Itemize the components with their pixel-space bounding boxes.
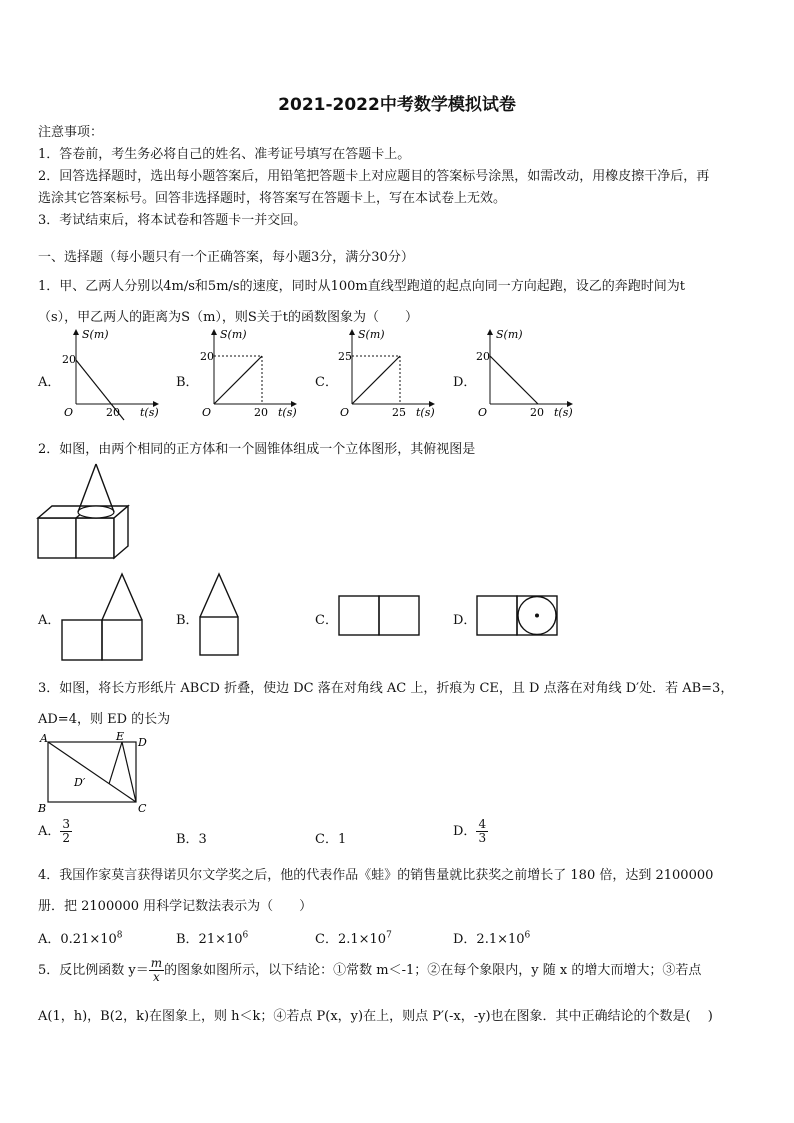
q3-label-e: E [116,730,125,743]
q1-a-x-tick: 20 [106,406,120,419]
q1-d-origin: O [478,406,488,419]
q4-option-c [315,928,392,947]
q3-option-a-numerator: 3 [62,817,71,831]
q4-option-b [176,928,248,947]
q1-c-x-tick: 25 [392,406,406,419]
q5-line-1 [38,957,701,984]
q1-b-y-tick: 20 [200,350,214,363]
q1-d-ylabel: S(m) [496,328,523,341]
q1-b-ylabel: S(m) [220,328,247,341]
q1-a-y-tick: 20 [62,353,76,366]
q2-solid-figure [36,462,132,562]
q3-label-c: C [138,802,147,815]
q3-option-a-fraction [60,818,72,845]
q4-option-d-base: D．2.1×10 [453,932,525,947]
q1-graph-b [196,326,304,422]
q4-option-c-base: C．2.1×10 [315,932,387,947]
notice-heading: 注意事项： [38,125,104,140]
q5-prefix: 5．反比例函数 y＝ [38,963,149,978]
page-title: 2021-2022中考数学模拟试卷 [278,95,516,115]
q1-c-origin: O [340,406,350,419]
q4-option-c-exponent: 7 [386,930,392,941]
q2-option-a-figure [60,572,144,662]
q5-denominator: x [153,970,160,984]
q3-option-c: C．1 [315,832,347,847]
q1-a-origin: O [64,406,74,419]
q1-graph-d [472,326,580,422]
q2-option-b-label: B． [176,613,199,628]
q3-line-1: 3．如图，将长方形纸片 ABCD 折叠，使边 DC 落在对角线 AC 上，折痕为 CE，且 D 点落在对角线 D′处．若 AB=3， [38,681,734,696]
q1-a-xlabel: t(s) [140,406,159,419]
q3-option-a-denominator: 2 [62,831,71,845]
q1-b-xlabel: t(s) [278,406,297,419]
q4-option-a-base: A．0.21×10 [38,932,117,947]
q2-option-d-label: D． [453,613,477,628]
q4-option-a-exponent: 8 [116,930,123,941]
q2-option-c-figure [337,594,421,638]
q3-label-d: D [138,736,147,749]
q2-option-d-figure [475,594,559,638]
q1-d-xlabel: t(s) [554,406,573,419]
q3-option-d [453,818,488,845]
q4-option-b-exponent: 6 [242,930,249,941]
q3-option-d-fraction [476,818,488,845]
q4-option-b-base: B．21×10 [176,932,243,947]
notice-line-3: 3．考试结束后，将本试卷和答题卡一并交回。 [38,213,307,228]
q1-graph-a [58,326,166,422]
q5-suffix: 的图象如图所示，以下结论：①常数 m＜-1；②在每个象限内，y 随 x 的增大而增大；③若点 [164,963,702,978]
q3-line-2: AD=4，则 ED 的长为 [38,712,171,727]
q5-fraction [149,957,164,984]
q4-line-2: 册．把 2100000 用科学记数法表示为（ ） [38,899,313,914]
q1-d-x-tick: 20 [530,406,544,419]
q3-rectangle-figure [36,728,156,816]
q3-option-d-label: D． [453,824,477,839]
q3-label-d-prime: D′ [74,776,86,789]
q4-option-d-exponent: 6 [524,930,531,941]
q3-option-b: B．3 [176,832,207,847]
q1-c-y-tick: 25 [338,350,352,363]
notice-line-2a: 2．回答选择题时，选出每小题答案后，用铅笔把答题卡上对应题目的答案标号涂黑，如需改动，用橡皮擦干净后，再 [38,169,710,184]
q1-c-ylabel: S(m) [358,328,385,341]
notice-line-1: 1．答卷前，考生务必将自己的姓名、准考证号填写在答题卡上。 [38,147,411,162]
q3-label-b: B [38,802,47,815]
q1-option-c-label: C． [315,375,338,390]
q3-option-d-denominator: 3 [478,831,487,845]
q1-option-a-label: A． [38,375,61,390]
notice-line-2b: 选涂其它答案标号。回答非选择题时，将答案写在答题卡上，写在本试卷上无效。 [38,191,507,206]
q1-b-origin: O [202,406,212,419]
q1-graph-c [334,326,442,422]
q1-option-b-label: B． [176,375,199,390]
q3-option-d-numerator: 4 [478,817,487,831]
q3-option-a-label: A． [38,824,61,839]
q1-option-d-label: D． [453,375,477,390]
q4-line-1: 4．我国作家莫言获得诺贝尔文学奖之后，他的代表作品《蛙》的销售量就比获奖之前增长了 180 倍，达到 2100000 [38,868,714,883]
section-heading: 一、选择题（每小题只有一个正确答案，每小题3分，满分30分） [38,250,414,265]
q1-d-y-tick: 20 [476,350,490,363]
q5-numerator: m [150,956,163,970]
q4-option-a [38,928,123,947]
q2-text: 2．如图，由两个相同的正方体和一个圆锥体组成一个立体图形，其俯视图是 [38,442,476,457]
q1-b-x-tick: 20 [254,406,268,419]
q2-option-b-figure [198,572,242,658]
q4-option-d [453,928,530,947]
q3-option-a [38,818,72,845]
q3-label-a: A [40,732,48,745]
q2-option-c-label: C． [315,613,338,628]
q1-c-xlabel: t(s) [416,406,435,419]
q2-option-a-label: A． [38,613,61,628]
q1-line-1: 1．甲、乙两人分别以4m/s和5m/s的速度，同时从100m直线型跑道的起点向同一方向起跑，设乙的奔跑时间为t [38,279,685,294]
q1-a-ylabel: S(m) [82,328,109,341]
q5-line-2: A(1，h)，B(2，k)在图象上，则 h＜k；④若点 P(x，y)在上，则点 P′(-x，-y)也在图象．其中正确结论的个数是( ) [38,1009,713,1024]
q1-line-2: （s），甲乙两人的距离为S（m），则S关于t的函数图象为（ ） [38,310,419,325]
